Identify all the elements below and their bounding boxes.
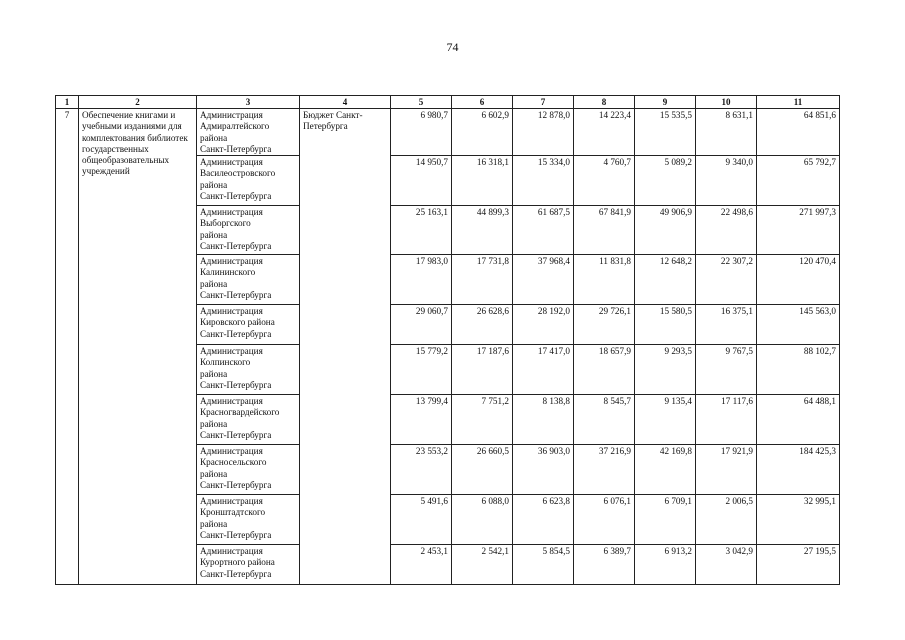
agency-line: Санкт-Петербурга <box>200 328 272 339</box>
value-cell: 29 726,1 <box>574 305 635 345</box>
value-cell: 9 767,5 <box>696 345 757 395</box>
agency-line: района <box>200 229 228 240</box>
agency-cell <box>197 345 300 395</box>
column-header: 8 <box>574 96 635 109</box>
agency-line: Санкт-Петербурга <box>200 430 272 441</box>
agency-line: Санкт-Петербурга <box>200 568 272 579</box>
value-cell: 29 060,7 <box>391 305 452 345</box>
agency-line: Администрация <box>200 546 263 557</box>
value-cell: 88 102,7 <box>757 345 840 395</box>
agency-line: района <box>200 468 228 479</box>
agency-line: Администрация <box>200 496 263 507</box>
row-index: 7 <box>56 109 79 585</box>
page-number: 74 <box>446 40 459 54</box>
agency-line: Курортного района <box>200 557 275 568</box>
agency-line: района <box>200 368 228 379</box>
value-cell: 6 913,2 <box>635 545 696 585</box>
value-cell: 15 334,0 <box>513 156 574 206</box>
agency-line: Санкт-Петербурга <box>200 241 272 252</box>
value-cell: 28 192,0 <box>513 305 574 345</box>
budget-table <box>55 95 840 585</box>
agency-cell <box>197 395 300 445</box>
agency-line: Администрация <box>200 110 263 120</box>
value-cell: 8 138,8 <box>513 395 574 445</box>
value-cell: 16 375,1 <box>696 305 757 345</box>
value-cell: 16 318,1 <box>452 156 513 206</box>
table-row <box>56 109 840 156</box>
value-cell: 14 223,4 <box>574 109 635 156</box>
value-cell: 42 169,8 <box>635 445 696 495</box>
agency-line: района <box>200 179 228 190</box>
agency-line: района <box>200 518 228 529</box>
value-cell: 2 453,1 <box>391 545 452 585</box>
column-header: 1 <box>56 96 79 109</box>
agency-line: Администрация <box>200 256 263 267</box>
agency-line: Санкт-Петербурга <box>200 480 272 491</box>
value-cell: 17 117,6 <box>696 395 757 445</box>
value-cell: 27 195,5 <box>757 545 840 585</box>
column-header: 4 <box>300 96 391 109</box>
agency-line: Администрация <box>200 346 263 357</box>
value-cell: 145 563,0 <box>757 305 840 345</box>
value-cell: 12 648,2 <box>635 255 696 305</box>
agency-line: Колпинского <box>200 357 251 368</box>
agency-line: Красногвардейского <box>200 407 280 418</box>
value-cell: 17 921,9 <box>696 445 757 495</box>
column-header: 5 <box>391 96 452 109</box>
value-cell: 2 006,5 <box>696 495 757 545</box>
agency-line: Санкт-Петербурга <box>200 530 272 541</box>
agency-line: района <box>200 132 228 143</box>
value-cell: 5 854,5 <box>513 545 574 585</box>
value-cell: 5 491,6 <box>391 495 452 545</box>
agency-line: Адмиралтейского <box>200 121 270 132</box>
value-cell: 12 878,0 <box>513 109 574 156</box>
value-cell: 14 950,7 <box>391 156 452 206</box>
column-header: 9 <box>635 96 696 109</box>
value-cell: 11 831,8 <box>574 255 635 305</box>
value-cell: 6 389,7 <box>574 545 635 585</box>
value-cell: 120 470,4 <box>757 255 840 305</box>
value-cell: 44 899,3 <box>452 206 513 255</box>
column-header: 2 <box>79 96 197 109</box>
value-cell: 26 660,5 <box>452 445 513 495</box>
column-header: 10 <box>696 96 757 109</box>
agency-cell <box>197 206 300 255</box>
agency-line: района <box>200 418 228 429</box>
agency-line: Санкт-Петербурга <box>200 191 272 202</box>
value-cell: 3 042,9 <box>696 545 757 585</box>
column-header: 6 <box>452 96 513 109</box>
value-cell: 23 553,2 <box>391 445 452 495</box>
value-cell: 9 135,4 <box>635 395 696 445</box>
agency-line: Администрация <box>200 207 263 218</box>
agency-cell <box>197 495 300 545</box>
value-cell: 13 799,4 <box>391 395 452 445</box>
value-cell: 22 498,6 <box>696 206 757 255</box>
value-cell: 22 307,2 <box>696 255 757 305</box>
value-cell: 32 995,1 <box>757 495 840 545</box>
column-header: 3 <box>197 96 300 109</box>
value-cell: 64 488,1 <box>757 395 840 445</box>
value-cell: 2 542,1 <box>452 545 513 585</box>
value-cell: 271 997,3 <box>757 206 840 255</box>
agency-line: Администрация <box>200 446 263 457</box>
value-cell: 7 751,2 <box>452 395 513 445</box>
value-cell: 15 535,5 <box>635 109 696 156</box>
agency-line: Василеостровского <box>200 168 276 179</box>
purpose-cell: Обеспечение книгами и учебными изданиями для комплектования библиотек государственных общеобразовательных учреждений <box>79 109 197 585</box>
value-cell: 37 216,9 <box>574 445 635 495</box>
value-cell: 64 851,6 <box>757 109 840 156</box>
agency-line: Санкт-Петербурга <box>200 380 272 391</box>
value-cell: 15 779,2 <box>391 345 452 395</box>
value-cell: 17 983,0 <box>391 255 452 305</box>
value-cell: 67 841,9 <box>574 206 635 255</box>
value-cell: 6 602,9 <box>452 109 513 156</box>
value-cell: 6 088,0 <box>452 495 513 545</box>
agency-line: Санкт-Петербурга <box>200 143 272 154</box>
agency-line: Красносельского <box>200 457 267 468</box>
budget-source-cell: Бюджет Санкт-Петербурга <box>300 109 391 585</box>
agency-line: Администрация <box>200 306 263 317</box>
value-cell: 8 545,7 <box>574 395 635 445</box>
agency-cell <box>197 109 300 156</box>
value-cell: 25 163,1 <box>391 206 452 255</box>
value-cell: 65 792,7 <box>757 156 840 206</box>
value-cell: 49 906,9 <box>635 206 696 255</box>
agency-line: Санкт-Петербурга <box>200 290 272 301</box>
agency-line: Администрация <box>200 396 263 407</box>
value-cell: 37 968,4 <box>513 255 574 305</box>
value-cell: 6 076,1 <box>574 495 635 545</box>
value-cell: 18 657,9 <box>574 345 635 395</box>
value-cell: 36 903,0 <box>513 445 574 495</box>
value-cell: 5 089,2 <box>635 156 696 206</box>
value-cell: 9 293,5 <box>635 345 696 395</box>
value-cell: 61 687,5 <box>513 206 574 255</box>
agency-cell <box>197 305 300 345</box>
value-cell: 8 631,1 <box>696 109 757 156</box>
value-cell: 17 417,0 <box>513 345 574 395</box>
agency-line: Администрация <box>200 157 263 168</box>
agency-line: Выборгского <box>200 218 251 229</box>
value-cell: 26 628,6 <box>452 305 513 345</box>
agency-cell <box>197 445 300 495</box>
value-cell: 17 187,6 <box>452 345 513 395</box>
header-row <box>56 96 840 109</box>
agency-line: Калининского <box>200 267 256 278</box>
agency-cell <box>197 545 300 585</box>
value-cell: 17 731,8 <box>452 255 513 305</box>
value-cell: 6 980,7 <box>391 109 452 156</box>
column-header: 7 <box>513 96 574 109</box>
value-cell: 6 709,1 <box>635 495 696 545</box>
value-cell: 6 623,8 <box>513 495 574 545</box>
agency-line: Кронштадтского <box>200 507 266 518</box>
value-cell: 15 580,5 <box>635 305 696 345</box>
agency-line: района <box>200 278 228 289</box>
agency-line: Кировского района <box>200 317 275 328</box>
agency-cell <box>197 156 300 206</box>
column-header: 11 <box>757 96 840 109</box>
value-cell: 184 425,3 <box>757 445 840 495</box>
value-cell: 9 340,0 <box>696 156 757 206</box>
value-cell: 4 760,7 <box>574 156 635 206</box>
agency-cell <box>197 255 300 305</box>
